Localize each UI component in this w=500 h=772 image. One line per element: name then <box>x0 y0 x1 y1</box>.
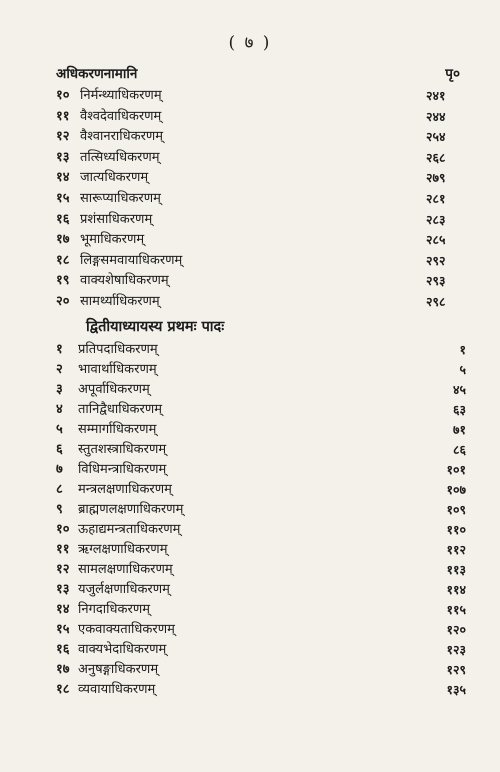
entry-page: २४४ <box>426 108 446 124</box>
entry-number: १२ <box>56 129 70 145</box>
toc-entry <box>56 520 466 540</box>
header-page-label: पृ० <box>445 66 460 82</box>
entry-number: १७ <box>56 232 70 248</box>
entry-page: २५४ <box>426 129 446 145</box>
entry-name: प्रशंसाधिकरणम् <box>80 211 153 227</box>
entry-page: ६३ <box>452 402 466 417</box>
entry-name: एकवाक्यताधिकरणम् <box>78 622 175 637</box>
entry-number: १३ <box>56 149 70 165</box>
entry-number: ९ <box>56 502 63 517</box>
toc-entry <box>56 251 466 272</box>
entry-name: वैश्वानराधिकरणम् <box>80 129 164 145</box>
entry-name: ऊहाद्यमन्त्रताधिकरणम् <box>78 522 181 537</box>
adhikarana-list-part2 <box>56 340 466 700</box>
entry-name: सम्मार्गाधिकरणम् <box>78 422 157 437</box>
entry-name: सामर्थ्याधिकरणम् <box>80 293 160 309</box>
toc-entry <box>56 560 466 580</box>
entry-number: १३ <box>56 582 70 597</box>
entry-name: व्यवायाधिकरणम् <box>78 682 156 697</box>
entry-page: १०७ <box>446 482 466 497</box>
entry-number: २० <box>56 293 70 309</box>
entry-name: निर्मन्थ्याधिकरणम् <box>80 88 162 103</box>
entry-name: अनुषङ्गाधिकरणम् <box>78 662 159 677</box>
toc-entry <box>56 400 466 420</box>
entry-page: २९३ <box>426 273 446 289</box>
entry-name: स्तुतशस्त्राधिकरणम् <box>78 442 167 457</box>
toc-entry <box>56 600 466 620</box>
entry-name: अपूर्वाधिकरणम् <box>78 382 150 397</box>
toc-entry <box>56 660 466 680</box>
entry-number: ६ <box>56 442 63 457</box>
entry-number: १२ <box>56 562 70 577</box>
entry-number: १४ <box>56 602 70 617</box>
toc-entry <box>56 380 466 400</box>
entry-page: १२३ <box>446 642 466 657</box>
entry-number: १५ <box>56 622 70 637</box>
entry-name: तत्सिध्यधिकरणम् <box>80 149 160 165</box>
entry-page: २६८ <box>426 149 446 165</box>
entry-page: १०९ <box>446 502 466 517</box>
entry-name: प्रतिपदाधिकरणम् <box>78 342 158 357</box>
entry-name: यजुर्लक्षणाधिकरणम् <box>78 582 170 597</box>
toc-entry <box>56 580 466 600</box>
entry-number: १० <box>56 522 70 537</box>
entry-page: १२९ <box>446 662 466 677</box>
entry-name: सामलक्षणाधिकरणम् <box>78 562 173 577</box>
toc-entry <box>56 360 466 380</box>
toc-entry <box>56 680 466 700</box>
entry-number: १ <box>56 342 63 357</box>
entry-page: ११३ <box>446 562 466 577</box>
entry-page: ११० <box>446 522 466 537</box>
entry-page: ४५ <box>452 382 466 397</box>
entry-page: ७१ <box>452 422 466 437</box>
entry-number: १६ <box>56 642 70 657</box>
toc-entry <box>56 189 466 210</box>
entry-page: २९८ <box>426 293 446 309</box>
entry-number: ७ <box>56 462 63 477</box>
toc-entry <box>56 340 466 360</box>
toc-entry <box>56 271 466 292</box>
entry-page: १ <box>459 342 466 357</box>
entry-number: ४ <box>56 402 63 417</box>
entry-page: ११४ <box>446 582 466 597</box>
entry-number: १४ <box>56 170 70 186</box>
toc-entry <box>56 420 466 440</box>
entry-number: ११ <box>56 108 70 124</box>
toc-entry <box>56 86 466 107</box>
entry-name: लिङ्गसमवायाधिकरणम् <box>80 252 183 268</box>
toc-entry <box>56 620 466 640</box>
entry-number: १७ <box>56 662 70 677</box>
toc-entry <box>56 107 466 128</box>
entry-name: भावार्थाधिकरणम् <box>78 362 157 377</box>
entry-name: विधिमन्त्राधिकरणम् <box>78 462 167 477</box>
toc-entry <box>56 480 466 500</box>
entry-number: १९ <box>56 273 70 289</box>
entry-name: निगदाधिकरणम् <box>78 602 151 617</box>
entry-number: १८ <box>56 252 70 268</box>
entry-number: ११ <box>56 542 70 557</box>
entry-page: २७९ <box>426 170 446 186</box>
entry-name: सारूप्याधिकरणम् <box>80 190 161 206</box>
entry-page: १०१ <box>446 462 466 477</box>
toc-entry <box>56 500 466 520</box>
entry-name: ब्राह्मणलक्षणाधिकरणम् <box>78 502 184 517</box>
entry-number: १० <box>56 88 70 103</box>
entry-number: ५ <box>56 422 63 437</box>
entry-name: वैश्वदेवाधिकरणम् <box>80 108 162 124</box>
toc-entry <box>56 640 466 660</box>
entry-name: भूमाधिकरणम् <box>80 232 145 248</box>
entry-number: २ <box>56 362 63 377</box>
toc-entry <box>56 210 466 231</box>
section-title: द्वितीयाध्यायस्य प्रथमः पादः <box>86 319 225 335</box>
toc-entry <box>56 292 466 313</box>
toc-entry <box>56 230 466 251</box>
entry-name: वाक्यभेदाधिकरणम् <box>78 642 167 657</box>
entry-name: वाक्यशेषाधिकरणम् <box>80 273 169 289</box>
toc-entry <box>56 148 466 169</box>
entry-number: १५ <box>56 190 70 206</box>
entry-page: २८१ <box>426 190 446 206</box>
entry-page: ८६ <box>452 442 466 457</box>
entry-number: ३ <box>56 382 63 397</box>
toc-entry <box>56 540 466 560</box>
entry-page: २४१ <box>426 88 446 103</box>
entry-page: २९२ <box>426 252 446 268</box>
entry-page: ११२ <box>446 542 466 557</box>
toc-entry <box>56 168 466 189</box>
toc-entry <box>56 440 466 460</box>
entry-number: १८ <box>56 682 70 697</box>
adhikarana-list-part1 <box>56 86 466 313</box>
entry-page: १२० <box>446 622 466 637</box>
entry-name: तानिद्वैधाधिकरणम् <box>78 402 163 417</box>
toc-entry <box>56 460 466 480</box>
page-number: ( ७ ) <box>228 33 272 53</box>
entry-name: मन्त्रलक्षणाधिकरणम् <box>78 482 172 497</box>
header-title: अधिकरणनामानि <box>56 66 138 82</box>
entry-page: २८३ <box>426 211 446 227</box>
entry-number: १६ <box>56 211 70 227</box>
entry-name: ऋग्लक्षणाधिकरणम् <box>78 542 168 557</box>
toc-entry <box>56 127 466 148</box>
entry-number: ८ <box>56 482 63 497</box>
entry-page: ५ <box>459 362 466 377</box>
entry-name: जात्यधिकरणम् <box>80 170 149 186</box>
entry-page: ११५ <box>446 602 466 617</box>
entry-page: १३५ <box>446 682 466 697</box>
entry-page: २८५ <box>426 232 446 248</box>
